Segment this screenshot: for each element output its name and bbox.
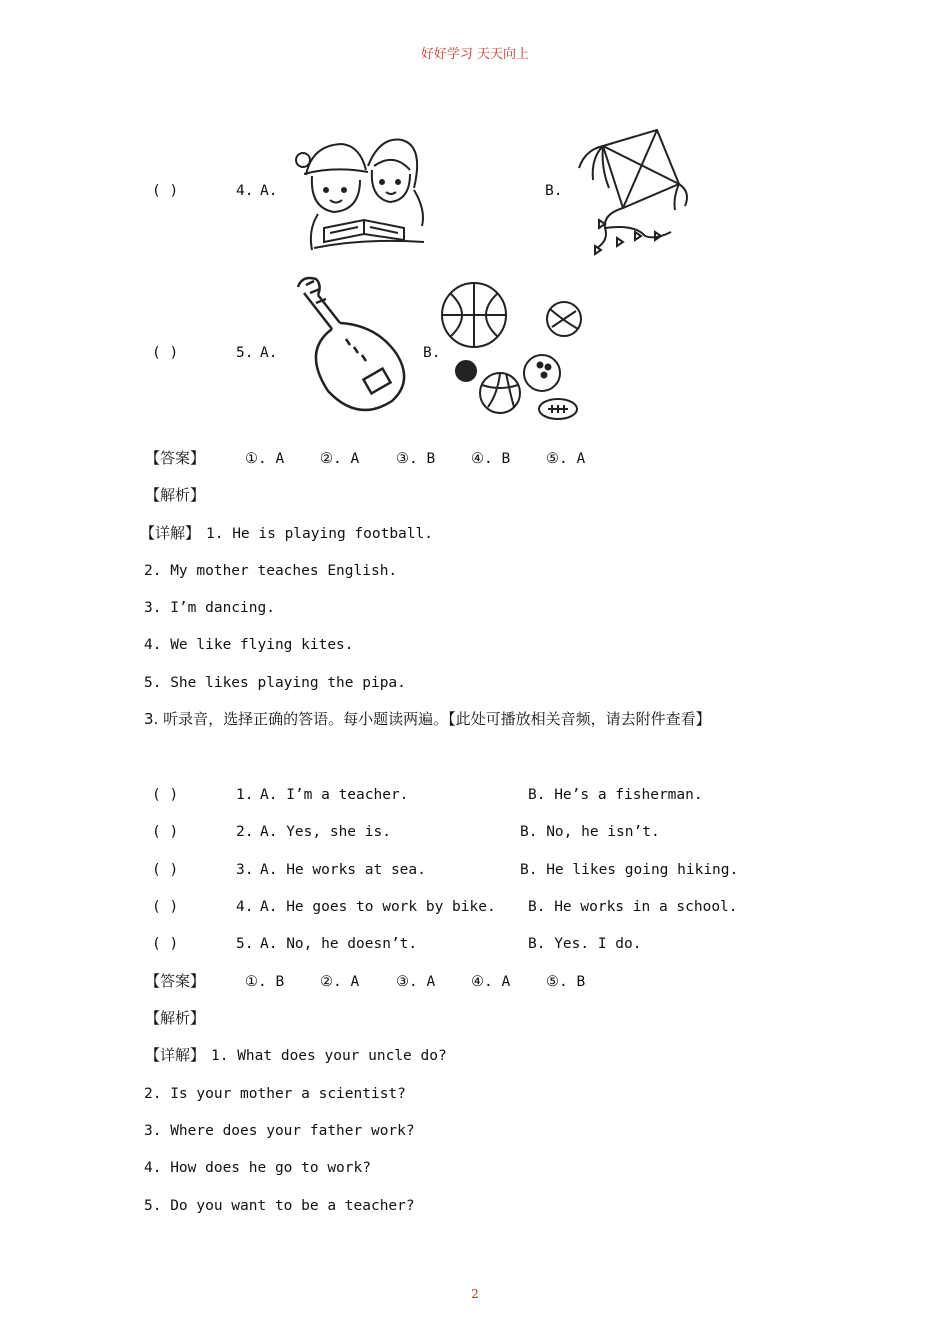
detail-line: 3. I’m dancing. (144, 600, 275, 616)
page-header: 好好学习 天天向上 (420, 47, 530, 62)
question-paren: ( ) (152, 936, 179, 952)
question-option-a: A. He works at sea. (260, 862, 426, 878)
picture-item-4-a-label: A. (260, 183, 278, 199)
question-number: 4. (236, 899, 254, 915)
picture-item-4-number: 4. (236, 183, 254, 199)
balls-icon (440, 281, 590, 426)
answer-item: ③. A (396, 974, 436, 990)
picture-item-5-b-label: B. (423, 345, 441, 361)
answer-item: ③. B (396, 451, 436, 467)
answer-item: ②. A (320, 451, 360, 467)
answer-item: ⑤. A (546, 451, 586, 467)
detail-label: 【详解】 (145, 1046, 206, 1064)
answer-label: 【答案】 (145, 449, 206, 467)
question-option-b: B. He likes going hiking. (520, 862, 739, 878)
question-paren: ( ) (152, 787, 179, 803)
pipa-icon (292, 273, 412, 418)
picture-item-4-b-label: B. (545, 183, 563, 199)
picture-item-5-number: 5. (236, 345, 254, 361)
question-option-a: A. Yes, she is. (260, 824, 391, 840)
question-option-b: B. He’s a fisherman. (528, 787, 703, 803)
detail-line: 2. My mother teaches English. (144, 563, 398, 579)
picture-item-5-a-label: A. (260, 345, 278, 361)
answer-item: ②. A (320, 974, 360, 990)
answer-item: ①. B (245, 974, 285, 990)
question-number: 1. (236, 787, 254, 803)
picture-item-5-paren: ( ) (152, 345, 179, 361)
detail-line: 4. How does he go to work? (144, 1160, 371, 1176)
children-reading-icon (294, 130, 434, 255)
page-number: 2 (471, 1287, 479, 1301)
answer-item: ④. A (471, 974, 511, 990)
answer-label: 【答案】 (145, 972, 206, 990)
detail-line: 2. Is your mother a scientist? (144, 1086, 406, 1102)
question-option-a: A. No, he doesn’t. (260, 936, 418, 952)
analysis-label: 【解析】 (145, 1009, 206, 1027)
kite-icon (575, 128, 690, 258)
answer-item: ⑤. B (546, 974, 586, 990)
question-paren: ( ) (152, 899, 179, 915)
question-option-b: B. He works in a school. (528, 899, 738, 915)
analysis-label: 【解析】 (145, 486, 206, 504)
question-number: 5. (236, 936, 254, 952)
detail-label: 【详解】 (140, 524, 201, 542)
question-option-a: A. I’m a teacher. (260, 787, 409, 803)
detail-line: 3. Where does your father work? (144, 1123, 415, 1139)
question-number: 2. (236, 824, 254, 840)
detail-line: 1. He is playing football. (206, 526, 433, 542)
question-option-b: B. No, he isn’t. (520, 824, 660, 840)
section-title: 3. 听录音，选择正确的答语。每小题读两遍。【此处可播放相关音频，请去附件查看】 (144, 710, 711, 728)
question-option-b: B. Yes. I do. (528, 936, 642, 952)
answer-item: ①. A (245, 451, 285, 467)
answer-item: ④. B (471, 451, 511, 467)
detail-line: 5. Do you want to be a teacher? (144, 1198, 415, 1214)
picture-item-4-paren: ( ) (152, 183, 179, 199)
detail-line: 5. She likes playing the pipa. (144, 675, 406, 691)
question-paren: ( ) (152, 862, 179, 878)
question-number: 3. (236, 862, 254, 878)
question-option-a: A. He goes to work by bike. (260, 899, 496, 915)
detail-line: 1. What does your uncle do? (211, 1048, 447, 1064)
detail-line: 4. We like flying kites. (144, 637, 354, 653)
question-paren: ( ) (152, 824, 179, 840)
